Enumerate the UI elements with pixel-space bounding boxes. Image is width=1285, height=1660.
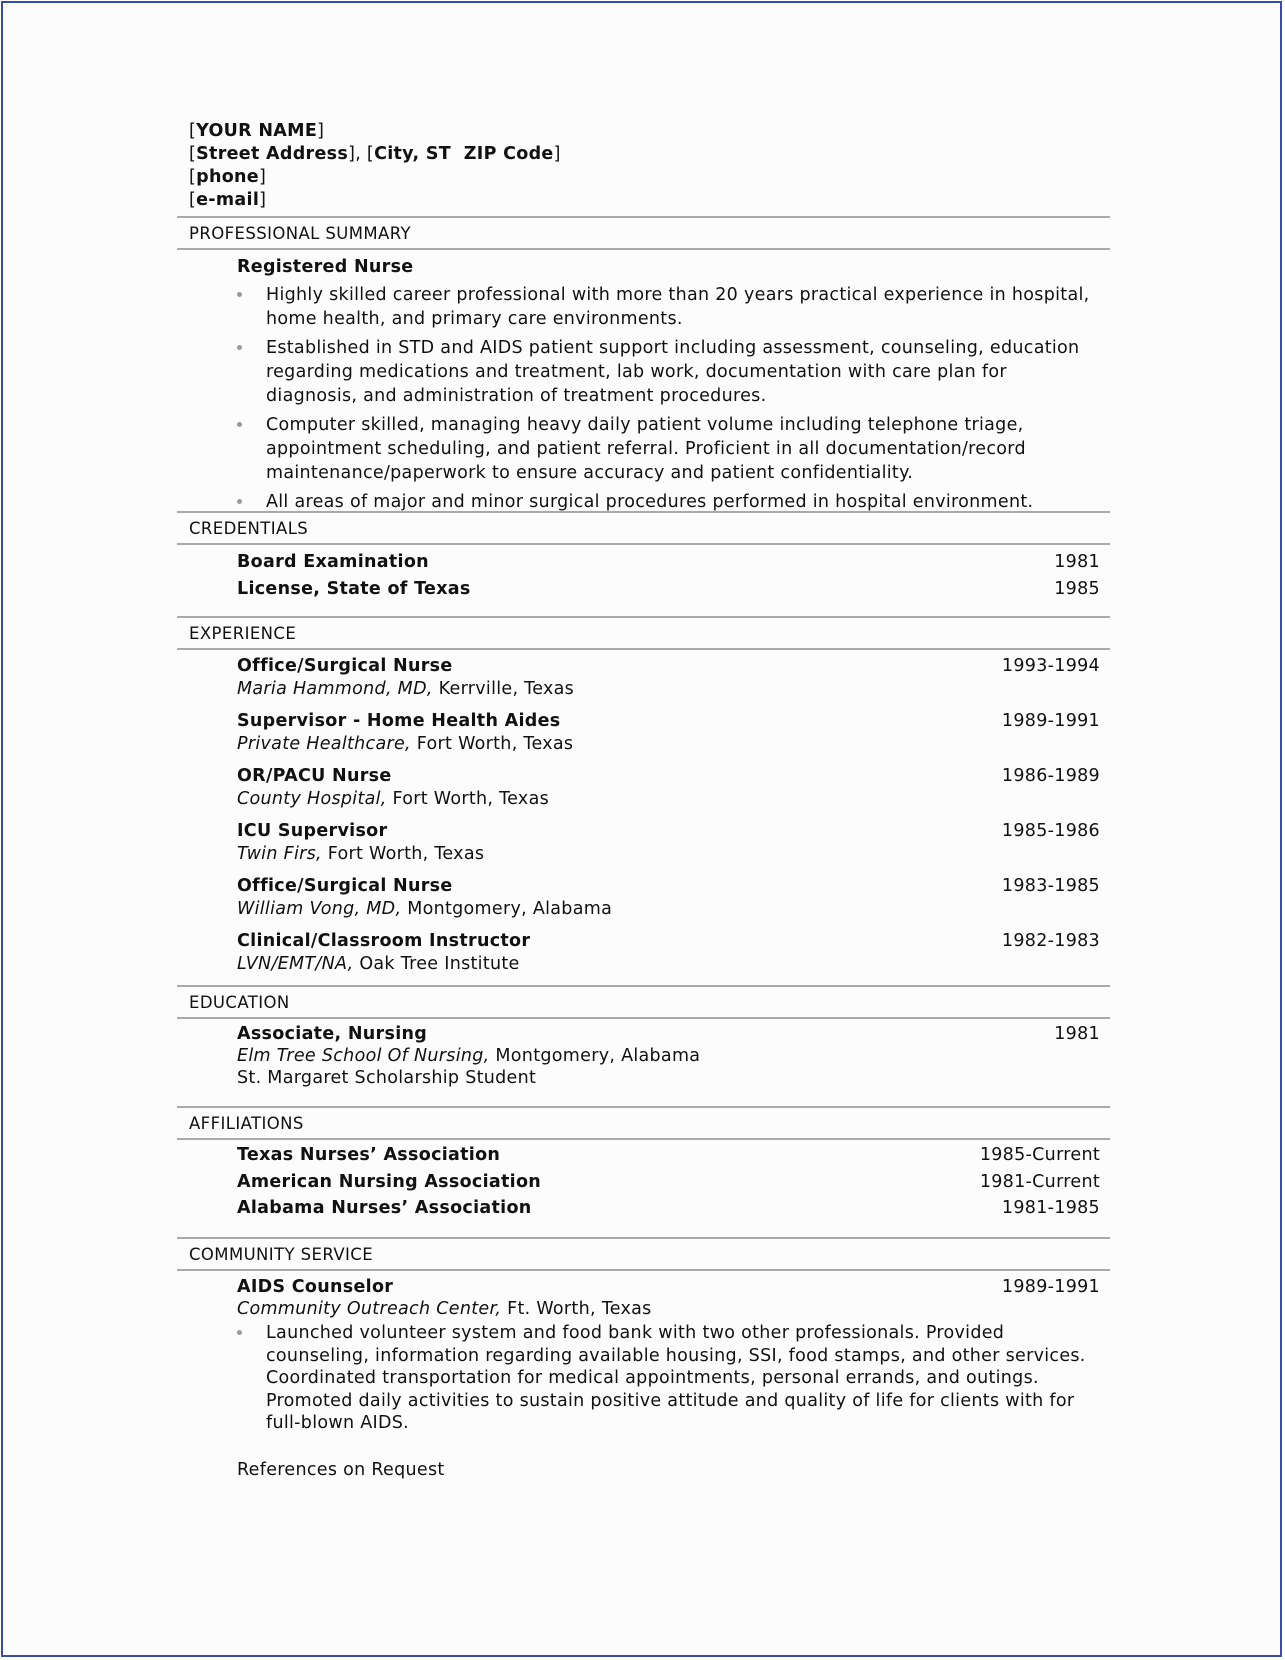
employer: Maria Hammond, MD, [237,678,433,699]
bullet-icon [237,499,242,504]
bullet-text: Highly skilled career professional with more than 20 years practical experience in hospital, home health, and primary care environments. [266,285,1090,329]
references-note: References on Request [237,1459,445,1480]
credential-name: License, State of Texas [237,579,471,599]
bullet-icon [237,292,242,297]
list-item [237,1322,1100,1435]
job-title: OR/PACU Nurse [237,766,392,786]
name-line: [YOUR NAME] [189,121,325,141]
bullet-text: Launched volunteer system and food bank with two other professionals. Provided counseling, information regarding available housing, SSI, food stamps, and other services. Coordinated transportation for medical appointments, personal errands, and outings. Promoted daily activities to sustain positive attitude and quality of life for clients with for full-blown AIDS. [266,1323,1086,1433]
city-placeholder: City, ST ZIP Code [374,144,554,164]
affiliation-years: 1981-1985 [1001,1198,1100,1218]
section-education [177,985,1110,1089]
employer: Private Healthcare, [237,733,411,754]
section-title: PROFESSIONAL SUMMARY [177,216,1110,250]
section-affiliations [177,1106,1110,1222]
job-location: Fort Worth, Texas [327,843,485,864]
organization: Community Outreach Center, [237,1299,502,1319]
summary-role: Registered Nurse [237,257,414,277]
experience-entry [237,765,1100,810]
employer: William Vong, MD, [237,898,402,919]
job-title: Supervisor - Home Health Aides [237,711,561,731]
affiliation-row [237,1195,1100,1222]
bullet-icon [237,345,242,350]
job-years: 1985-1986 [1001,821,1100,841]
experience-entry [237,655,1100,700]
email-placeholder: e-mail [196,190,260,210]
job-location: Fort Worth, Texas [416,733,574,754]
job-location: Oak Tree Institute [359,953,520,974]
org-location: Ft. Worth, Texas [507,1299,652,1319]
job-years: 1986-1989 [1001,766,1100,786]
job-location: Montgomery, Alabama [407,898,613,919]
affiliation-name: American Nursing Association [237,1171,542,1192]
phone-line: [phone] [189,167,267,187]
credential-name: Board Examination [237,552,429,572]
credential-year: 1981 [1054,552,1100,572]
affiliation-years: 1985-Current [979,1145,1100,1165]
job-title: ICU Supervisor [237,821,388,841]
street-placeholder: Street Address [196,144,349,164]
job-location: Kerrville, Texas [438,678,575,699]
bullet-text: All areas of major and minor surgical procedures performed in hospital environment. [266,492,1034,512]
job-years: 1982-1983 [1001,931,1100,951]
job-title: Office/Surgical Nurse [237,656,453,676]
job-location: Fort Worth, Texas [392,788,550,809]
section-title: COMMUNITY SERVICE [177,1237,1110,1271]
volunteer-role: AIDS Counselor [237,1277,394,1297]
job-years: 1989-1991 [1001,711,1100,731]
address-line: [Street Address], [City, ST ZIP Code] [189,144,561,164]
section-experience [177,616,1110,975]
bullet-icon [237,422,242,427]
email-line: [e-mail] [189,190,267,210]
affiliation-name: Texas Nurses’ Association [237,1145,501,1165]
education-year: 1981 [1054,1024,1100,1044]
bullet-icon [237,1330,242,1335]
job-years: 1983-1985 [1001,876,1100,896]
section-title: EDUCATION [177,985,1110,1019]
credential-row [237,549,1100,576]
section-title: CREDENTIALS [177,511,1110,545]
section-credentials [177,511,1110,603]
affiliation-name: Alabama Nurses’ Association [237,1198,532,1218]
job-title: Clinical/Classroom Instructor [237,931,531,951]
section-professional-summary [177,216,1110,514]
list-item [237,413,1100,485]
degree: Associate, Nursing [237,1024,428,1044]
contact-header [189,120,561,212]
school-name: Elm Tree School Of Nursing, [237,1046,490,1066]
section-title: EXPERIENCE [177,616,1110,650]
experience-entry [237,930,1100,975]
credential-row [237,576,1100,603]
community-bullets [237,1322,1100,1435]
list-item [237,283,1100,331]
experience-entry [237,710,1100,755]
credential-year: 1985 [1054,579,1100,599]
job-years: 1993-1994 [1001,656,1100,676]
section-community-service [177,1237,1110,1481]
summary-bullets [237,283,1100,514]
phone-placeholder: phone [196,167,259,187]
name-placeholder: YOUR NAME [196,121,318,141]
job-title: Office/Surgical Nurse [237,876,453,896]
experience-entry [237,875,1100,920]
volunteer-years: 1989-1991 [1001,1277,1100,1297]
section-title: AFFILIATIONS [177,1106,1110,1140]
list-item [237,336,1100,408]
bullet-text: Established in STD and AIDS patient support including assessment, counseling, education regarding medications and treatment, lab work, documentation with care plan for diagnosis, and administration of treatment procedures. [266,338,1080,406]
employer: LVN/EMT/NA, [237,953,354,974]
education-note: St. Margaret Scholarship Student [237,1068,537,1088]
school-location: Montgomery, Alabama [495,1046,701,1066]
affiliation-years: 1981-Current [979,1171,1100,1192]
employer: Twin Firs, [237,843,322,864]
experience-entry [237,820,1100,865]
affiliation-row [237,1169,1100,1196]
bullet-text: Computer skilled, managing heavy daily patient volume including telephone triage, appointment scheduling, and patient referral. Proficient in all documentation/record maintenance/paperwork to ensure accuracy and patient confidentiality. [266,415,1026,483]
resume-document [177,0,1110,1660]
affiliation-row [237,1142,1100,1169]
employer: County Hospital, [237,788,387,809]
